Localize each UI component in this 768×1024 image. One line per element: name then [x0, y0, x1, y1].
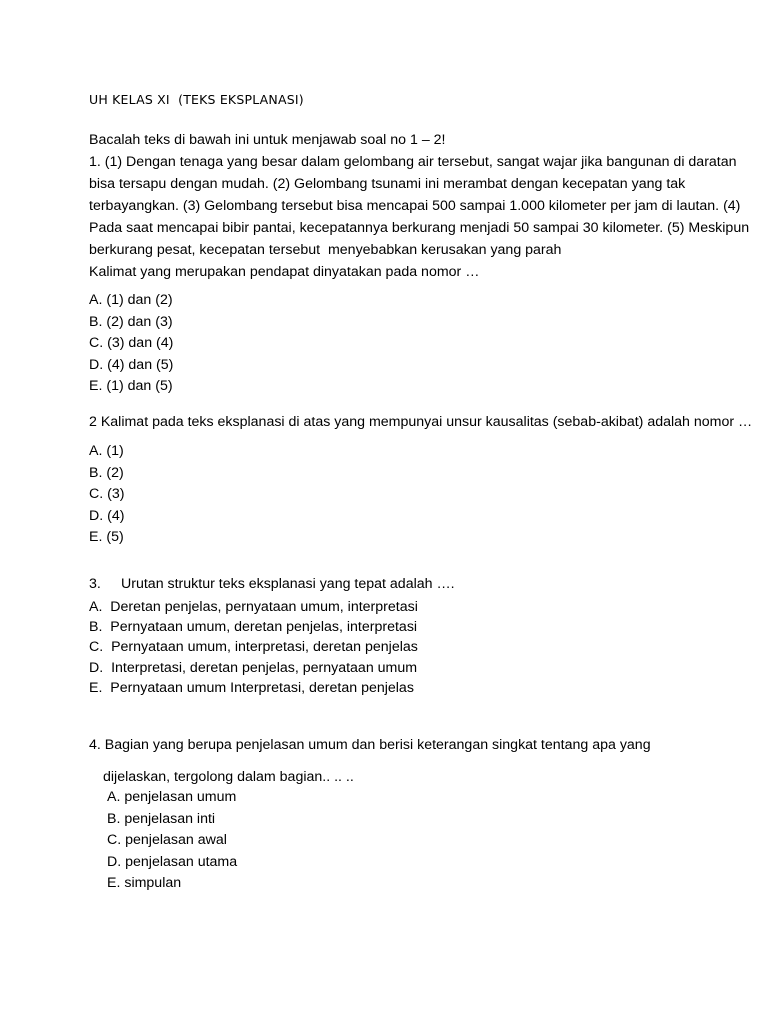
q1-line: bisa tersapu dengan mudah. (2) Gelombang tsunami ini merambat dengan kecepatan yang tak — [89, 176, 686, 192]
q4-option-e: E. simpulan — [107, 875, 182, 892]
question-1-options — [89, 290, 689, 398]
q1-line: 1. (1) Dengan tenaga yang besar dalam gelombang air tersebut, sangat wajar jika bangunan di daratan — [89, 154, 737, 170]
q3-option-b: B. Pernyataan umum, deretan penjelas, interpretasi — [89, 619, 418, 636]
question-1-passage — [89, 129, 750, 283]
q1-option-b: B. (2) dan (3) — [89, 313, 173, 330]
q3-option-d: D. Interpretasi, deretan penjelas, pernyataan umum — [89, 659, 418, 676]
q2-option-b: B. (2) — [89, 464, 124, 481]
q3-option-a: A. Deretan penjelas, pernyataan umum, interpretasi — [89, 599, 418, 615]
q3-option-e: E. Pernyataan umum Interpretasi, deretan penjelas — [89, 679, 414, 696]
q2-question: 2 Kalimat pada teks eksplanasi di atas yang mempunyai unsur kausalitas (sebab-akibat) adalah nomor … — [89, 414, 753, 430]
q1-line: berkurang pesat, kecepatan tersebut menyebabkan kerusakan yang parah — [89, 242, 562, 258]
q4-option-b: B. penjelasan inti — [107, 810, 216, 827]
q1-prompt: Kalimat yang merupakan pendapat dinyatakan pada nomor … — [89, 264, 480, 280]
q4-question-line-2: dijelaskan, tergolong dalam bagian.. .. .. — [103, 769, 354, 785]
q1-line: Pada saat mencapai bibir pantai, kecepatannya berkurang menjadi 50 sampai 30 kilometer. (5) Meskipun — [89, 220, 750, 236]
q1-option-a: A. (1) dan (2) — [89, 292, 173, 308]
q1-option-c: C. (3) dan (4) — [89, 335, 174, 352]
page-title: UH KELAS XI (TEKS EKSPLANASI) — [89, 92, 304, 107]
q4-option-c: C. penjelasan awal — [107, 832, 227, 849]
q3-number: 3. — [89, 576, 101, 592]
question-2-options — [89, 441, 689, 549]
q3-option-c: C. Pernyataan umum, interpretasi, deretan penjelas — [89, 639, 418, 656]
q1-line: terbayangkan. (3) Gelombang tersebut bisa mencapai 500 sampai 1.000 kilometer per jam di lautan. (4) — [89, 198, 741, 214]
question-3 — [89, 576, 455, 592]
question-4-continued — [103, 766, 703, 788]
q1-option-d: D. (4) dan (5) — [89, 356, 174, 373]
q2-option-d: D. (4) — [89, 507, 125, 524]
q4-question-line-1: 4. Bagian yang berupa penjelasan umum dan berisi keterangan singkat tentang apa yang — [89, 737, 651, 753]
q2-option-a: A. (1) — [89, 443, 124, 459]
question-3-options — [89, 597, 689, 698]
q1-option-e: E. (1) dan (5) — [89, 378, 173, 395]
q4-option-d: D. penjelasan utama — [107, 853, 238, 870]
intro-instruction: Bacalah teks di bawah ini untuk menjawab soal no 1 – 2! — [89, 132, 446, 148]
q2-option-e: E. (5) — [89, 529, 124, 546]
q2-option-c: C. (3) — [89, 486, 125, 503]
q3-question: Urutan struktur teks eksplanasi yang tepat adalah …. — [121, 576, 455, 592]
q4-option-a: A. penjelasan umum — [107, 789, 237, 805]
question-4-options — [107, 787, 707, 895]
question-4 — [89, 734, 689, 756]
question-2 — [89, 411, 753, 433]
